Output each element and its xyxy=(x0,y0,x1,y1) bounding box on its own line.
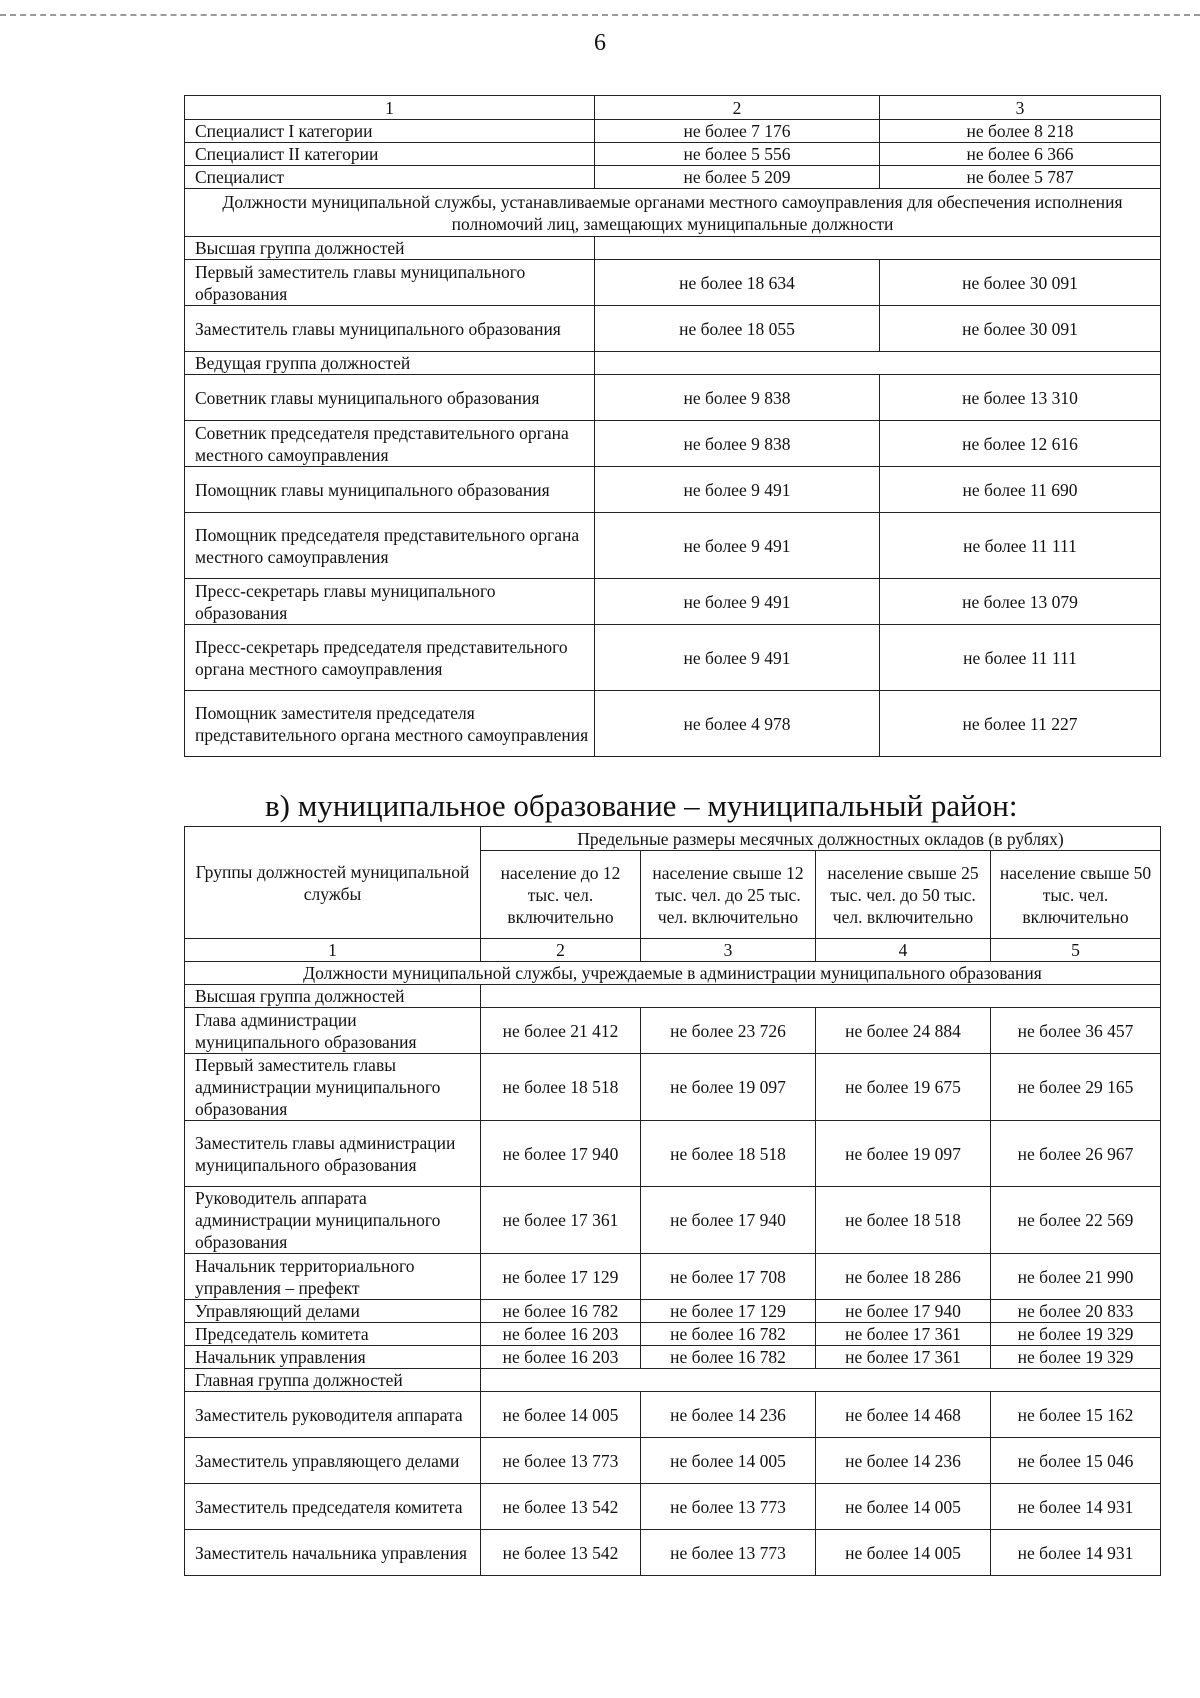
table-row xyxy=(185,1187,1161,1254)
group-row xyxy=(185,985,1161,1008)
table-row xyxy=(185,1484,1161,1530)
salary-value: не более 17 940 xyxy=(481,1121,641,1187)
column-number: 4 xyxy=(816,939,991,962)
salary-value: не более 11 111 xyxy=(880,625,1161,691)
table-row xyxy=(185,1054,1161,1121)
group-heading: Главная группа должностей xyxy=(185,1369,481,1392)
table-row xyxy=(185,467,1161,513)
salary-value: не более 17 361 xyxy=(481,1187,641,1254)
section-heading: Должности муниципальной службы, учреждаемые в администрации муниципального образования xyxy=(185,962,1161,985)
salary-value: не более 18 518 xyxy=(816,1187,991,1254)
salary-value: не более 19 329 xyxy=(991,1346,1161,1369)
salary-value: не более 19 097 xyxy=(641,1054,816,1121)
position-name: Начальник управления xyxy=(185,1346,481,1369)
section-title: в) муниципальное образование – муниципальный район: xyxy=(265,788,1018,823)
table-row xyxy=(185,1346,1161,1369)
salary-value: не более 19 329 xyxy=(991,1323,1161,1346)
population-header: население свыше 50 тыс. чел. включительно xyxy=(991,851,1161,939)
salary-value: не более 13 773 xyxy=(641,1530,816,1576)
salary-value: не более 9 491 xyxy=(595,513,880,579)
salary-value: не более 13 542 xyxy=(481,1530,641,1576)
salary-value: не более 30 091 xyxy=(880,260,1161,306)
salary-value: не более 13 773 xyxy=(641,1484,816,1530)
salary-value: не более 36 457 xyxy=(991,1008,1161,1054)
salary-value: не более 16 203 xyxy=(481,1346,641,1369)
salary-value: не более 14 005 xyxy=(816,1530,991,1576)
salary-value: не более 11 111 xyxy=(880,513,1161,579)
table-row xyxy=(185,1530,1161,1576)
column-number: 1 xyxy=(185,96,595,120)
position-name: Председатель комитета xyxy=(185,1323,481,1346)
table-row xyxy=(185,1254,1161,1300)
table-row xyxy=(185,306,1161,352)
salary-value: не более 11 227 xyxy=(880,691,1161,757)
table-row xyxy=(185,375,1161,421)
salary-value: не более 19 675 xyxy=(816,1054,991,1121)
salary-value: не более 5 556 xyxy=(595,143,880,166)
salary-value: не более 16 203 xyxy=(481,1323,641,1346)
salary-value: не более 14 005 xyxy=(816,1484,991,1530)
salary-value: не более 23 726 xyxy=(641,1008,816,1054)
position-name: Глава администрации муниципального образования xyxy=(185,1008,481,1054)
table-row xyxy=(185,1438,1161,1484)
position-name: Первый заместитель главы муниципального образования xyxy=(185,260,595,306)
groups-header: Группы должностей муниципальной службы xyxy=(185,827,481,939)
salary-value: не более 29 165 xyxy=(991,1054,1161,1121)
position-name: Заместитель главы администрации муниципального образования xyxy=(185,1121,481,1187)
salary-value: не более 19 097 xyxy=(816,1121,991,1187)
salary-value: не более 17 940 xyxy=(641,1187,816,1254)
salary-value: не более 20 833 xyxy=(991,1300,1161,1323)
salary-value: не более 9 491 xyxy=(595,467,880,513)
salary-value: не более 8 218 xyxy=(880,120,1161,143)
position-name: Специалист xyxy=(185,166,595,189)
group-heading: Высшая группа должностей xyxy=(185,985,481,1008)
position-name: Начальник территориального управления – префект xyxy=(185,1254,481,1300)
salary-header: Предельные размеры месячных должностных окладов (в рублях) xyxy=(481,827,1161,851)
position-name: Первый заместитель главы администрации муниципального образования xyxy=(185,1054,481,1121)
position-name: Специалист I категории xyxy=(185,120,595,143)
population-header: население до 12 тыс. чел. включительно xyxy=(481,851,641,939)
group-heading: Ведущая группа должностей xyxy=(185,352,595,375)
salary-value: не более 17 940 xyxy=(816,1300,991,1323)
salary-value: не более 9 838 xyxy=(595,421,880,467)
salary-value: не более 21 990 xyxy=(991,1254,1161,1300)
salary-value: не более 26 967 xyxy=(991,1121,1161,1187)
table-row xyxy=(185,421,1161,467)
salary-value: не более 14 236 xyxy=(816,1438,991,1484)
salary-value: не более 13 310 xyxy=(880,375,1161,421)
population-header: население свыше 12 тыс. чел. до 25 тыс. чел. включительно xyxy=(641,851,816,939)
table-row xyxy=(185,166,1161,189)
position-name: Заместитель главы муниципального образования xyxy=(185,306,595,352)
salary-value: не более 15 046 xyxy=(991,1438,1161,1484)
salary-value: не более 9 491 xyxy=(595,625,880,691)
salary-value: не более 6 366 xyxy=(880,143,1161,166)
table-row xyxy=(185,143,1161,166)
salary-value: не более 5 787 xyxy=(880,166,1161,189)
salary-value: не более 14 468 xyxy=(816,1392,991,1438)
position-name: Заместитель председателя комитета xyxy=(185,1484,481,1530)
table-header-row xyxy=(185,96,1161,120)
position-name: Специалист II категории xyxy=(185,143,595,166)
salary-value: не более 18 518 xyxy=(481,1054,641,1121)
column-number: 2 xyxy=(481,939,641,962)
salary-value: не более 14 005 xyxy=(641,1438,816,1484)
column-number: 2 xyxy=(595,96,880,120)
salary-value: не более 18 286 xyxy=(816,1254,991,1300)
position-name: Управляющий делами xyxy=(185,1300,481,1323)
salary-value: не более 14 236 xyxy=(641,1392,816,1438)
position-name: Заместитель начальника управления xyxy=(185,1530,481,1576)
position-name: Пресс-секретарь главы муниципального образования xyxy=(185,579,595,625)
table-row xyxy=(185,1323,1161,1346)
salary-value: не более 17 361 xyxy=(816,1323,991,1346)
salary-value: не более 18 634 xyxy=(595,260,880,306)
table-row xyxy=(185,1121,1161,1187)
salary-value: не более 17 708 xyxy=(641,1254,816,1300)
salary-value: не более 15 162 xyxy=(991,1392,1161,1438)
table-row xyxy=(185,260,1161,306)
empty-cell xyxy=(595,352,1161,375)
section-row xyxy=(185,962,1161,985)
salary-value: не более 9 491 xyxy=(595,579,880,625)
salary-value: не более 30 091 xyxy=(880,306,1161,352)
column-number: 3 xyxy=(880,96,1161,120)
salary-value: не более 14 005 xyxy=(481,1392,641,1438)
salary-value: не более 18 055 xyxy=(595,306,880,352)
table-row xyxy=(185,1300,1161,1323)
position-name: Помощник заместителя председателя представительного органа местного самоуправления xyxy=(185,691,595,757)
salary-value: не более 13 079 xyxy=(880,579,1161,625)
salary-value: не более 21 412 xyxy=(481,1008,641,1054)
group-row xyxy=(185,1369,1161,1392)
salary-value: не более 16 782 xyxy=(481,1300,641,1323)
group-heading: Высшая группа должностей xyxy=(185,237,595,260)
table-row xyxy=(185,513,1161,579)
salary-value: не более 17 361 xyxy=(816,1346,991,1369)
position-name: Советник председателя представительного органа местного самоуправления xyxy=(185,421,595,467)
table-row xyxy=(185,1392,1161,1438)
table-row xyxy=(185,579,1161,625)
population-header: население свыше 25 тыс. чел. до 50 тыс. чел. включительно xyxy=(816,851,991,939)
salary-value: не более 16 782 xyxy=(641,1323,816,1346)
table-row xyxy=(185,1008,1161,1054)
salary-value: не более 18 518 xyxy=(641,1121,816,1187)
salary-value: не более 5 209 xyxy=(595,166,880,189)
salary-value: не более 7 176 xyxy=(595,120,880,143)
group-row xyxy=(185,352,1161,375)
position-name: Руководитель аппарата администрации муниципального образования xyxy=(185,1187,481,1254)
position-name: Заместитель руководителя аппарата xyxy=(185,1392,481,1438)
salary-value: не более 4 978 xyxy=(595,691,880,757)
position-name: Помощник председателя представительного органа местного самоуправления xyxy=(185,513,595,579)
salary-value: не более 13 542 xyxy=(481,1484,641,1530)
salary-value: не более 14 931 xyxy=(991,1530,1161,1576)
empty-cell xyxy=(481,1369,1161,1392)
empty-cell xyxy=(481,985,1161,1008)
position-name: Пресс-секретарь председателя представительного органа местного самоуправления xyxy=(185,625,595,691)
section-heading: Должности муниципальной службы, устанавливаемые органами местного самоуправления для обеспечения исполнения полномочий лиц, замещающих муниципальные должности xyxy=(185,189,1161,237)
salary-value: не более 12 616 xyxy=(880,421,1161,467)
position-name: Советник главы муниципального образования xyxy=(185,375,595,421)
table-row xyxy=(185,691,1161,757)
section-row xyxy=(185,189,1161,237)
column-number: 1 xyxy=(185,939,481,962)
group-row xyxy=(185,237,1161,260)
column-number: 5 xyxy=(991,939,1161,962)
salary-value: не более 17 129 xyxy=(641,1300,816,1323)
salary-value: не более 13 773 xyxy=(481,1438,641,1484)
position-name: Помощник главы муниципального образования xyxy=(185,467,595,513)
salary-value: не более 16 782 xyxy=(641,1346,816,1369)
salary-table-municipal-district xyxy=(184,826,1161,1576)
salary-value: не более 9 838 xyxy=(595,375,880,421)
salary-value: не более 11 690 xyxy=(880,467,1161,513)
salary-value: не более 24 884 xyxy=(816,1008,991,1054)
salary-value: не более 22 569 xyxy=(991,1187,1161,1254)
salary-value: не более 14 931 xyxy=(991,1484,1161,1530)
scan-artifact-line xyxy=(0,14,1200,16)
empty-cell xyxy=(595,237,1161,260)
salary-value: не более 17 129 xyxy=(481,1254,641,1300)
column-number: 3 xyxy=(641,939,816,962)
position-name: Заместитель управляющего делами xyxy=(185,1438,481,1484)
page-number: 6 xyxy=(594,30,606,56)
salary-table-part-one xyxy=(184,95,1161,757)
table-row xyxy=(185,625,1161,691)
table-row xyxy=(185,120,1161,143)
